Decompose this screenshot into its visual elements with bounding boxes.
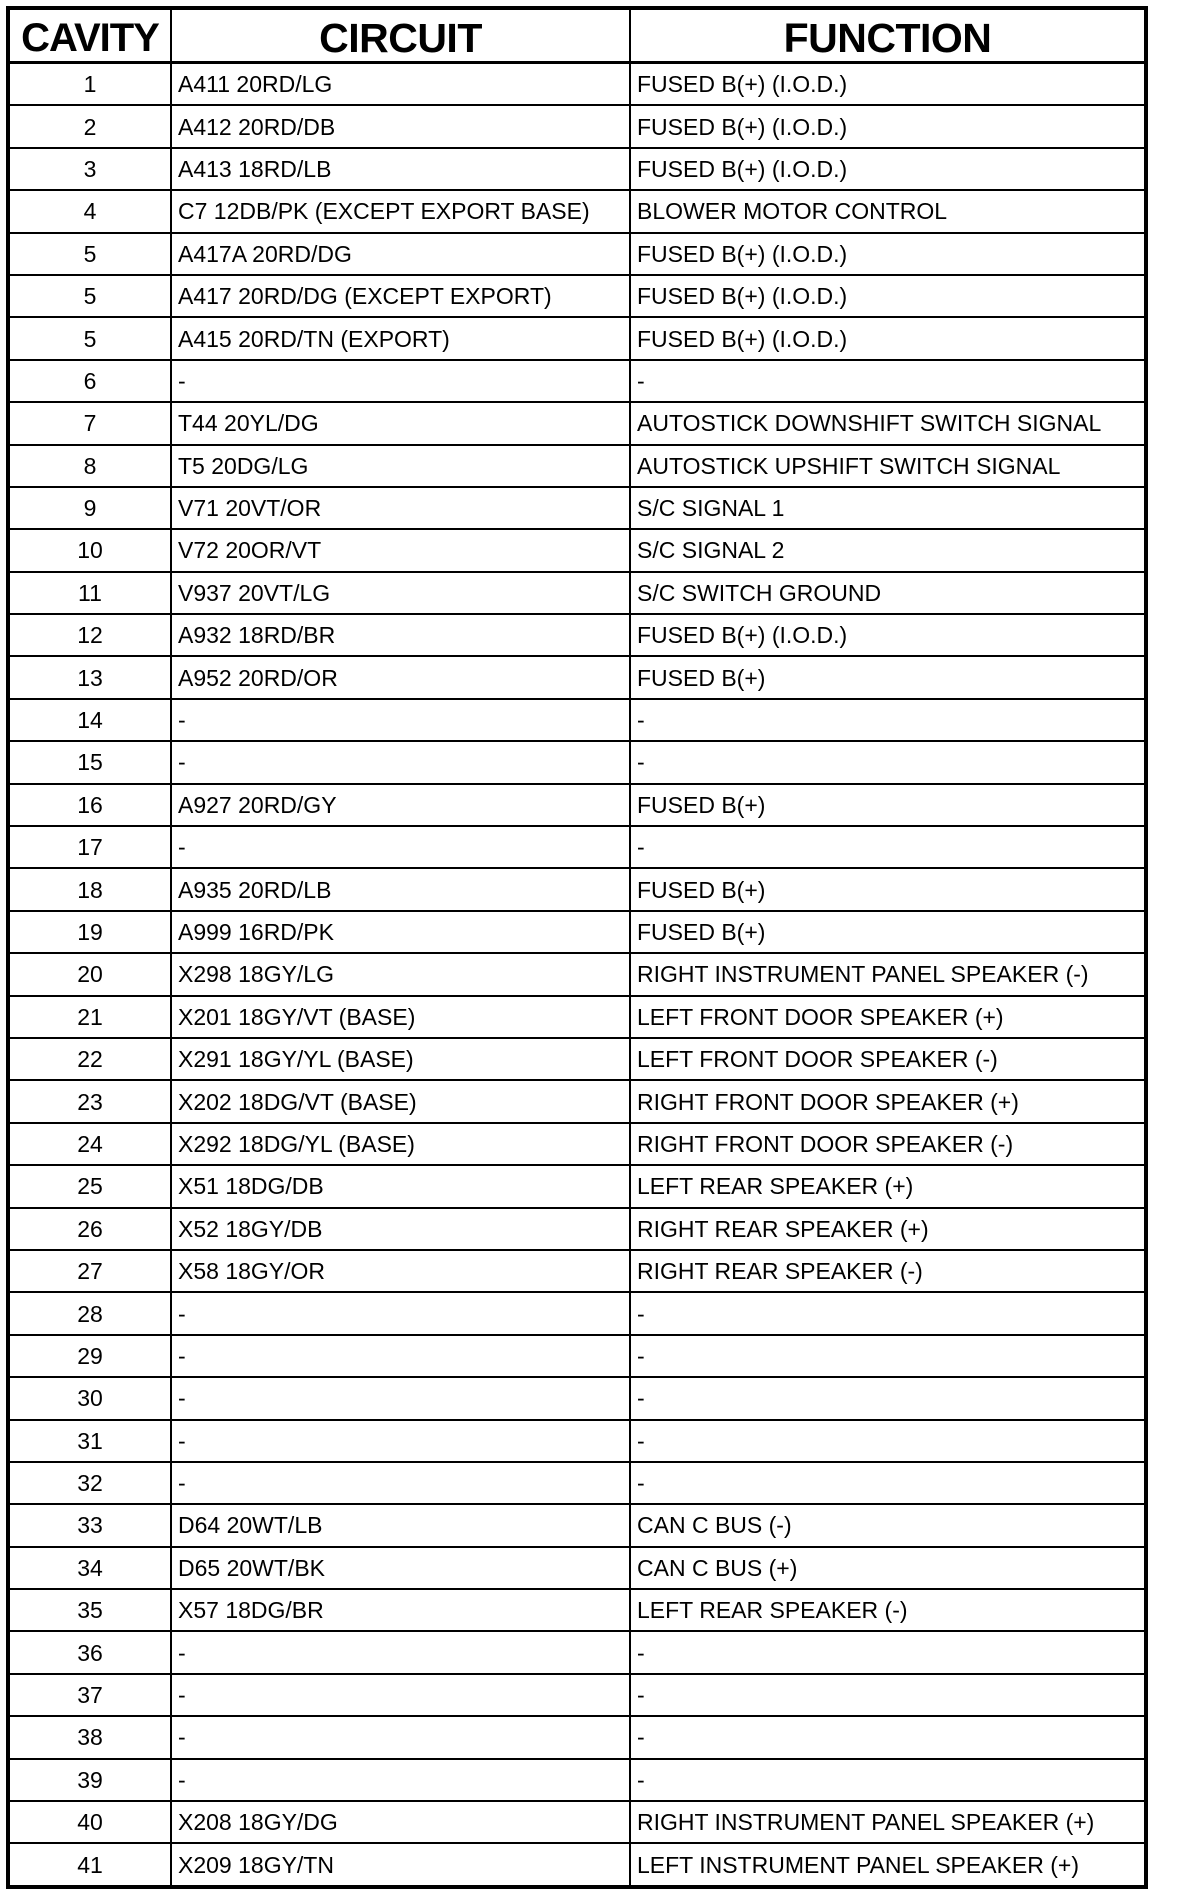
function-cell: - <box>630 1462 1146 1504</box>
circuit-cell: A413 18RD/LB <box>171 148 630 190</box>
table-row <box>8 105 1146 147</box>
function-cell: - <box>630 741 1146 783</box>
header-row <box>8 8 1146 63</box>
function-cell: S/C SIGNAL 1 <box>630 487 1146 529</box>
circuit-cell: - <box>171 1716 630 1758</box>
table-row <box>8 190 1146 232</box>
circuit-cell: X298 18GY/LG <box>171 953 630 995</box>
cavity-cell: 21 <box>8 996 171 1038</box>
circuit-cell: - <box>171 1420 630 1462</box>
cavity-cell: 34 <box>8 1547 171 1589</box>
table-row <box>8 996 1146 1038</box>
circuit-cell: V72 20OR/VT <box>171 529 630 571</box>
cavity-cell: 37 <box>8 1674 171 1716</box>
function-cell: AUTOSTICK DOWNSHIFT SWITCH SIGNAL <box>630 402 1146 444</box>
table-header <box>8 8 1146 63</box>
function-cell: LEFT INSTRUMENT PANEL SPEAKER (+) <box>630 1843 1146 1886</box>
function-cell: S/C SWITCH GROUND <box>630 572 1146 614</box>
table-row <box>8 487 1146 529</box>
function-cell: FUSED B(+) (I.O.D.) <box>630 614 1146 656</box>
function-cell: FUSED B(+) (I.O.D.) <box>630 275 1146 317</box>
cavity-cell: 5 <box>8 233 171 275</box>
circuit-cell: - <box>171 1759 630 1801</box>
cavity-cell: 24 <box>8 1123 171 1165</box>
cavity-cell: 39 <box>8 1759 171 1801</box>
circuit-cell: X209 18GY/TN <box>171 1843 630 1886</box>
cavity-cell: 15 <box>8 741 171 783</box>
circuit-cell: - <box>171 1335 630 1377</box>
table-row <box>8 911 1146 953</box>
cavity-cell: 28 <box>8 1292 171 1334</box>
table-body <box>8 63 1146 1887</box>
function-cell: - <box>630 1292 1146 1334</box>
circuit-cell: A935 20RD/LB <box>171 868 630 910</box>
cavity-cell: 12 <box>8 614 171 656</box>
function-cell: CAN C BUS (+) <box>630 1547 1146 1589</box>
function-cell: - <box>630 360 1146 402</box>
table-row <box>8 317 1146 359</box>
circuit-cell: C7 12DB/PK (EXCEPT EXPORT BASE) <box>171 190 630 232</box>
table-row <box>8 275 1146 317</box>
cavity-cell: 3 <box>8 148 171 190</box>
cavity-cell: 25 <box>8 1165 171 1207</box>
table-row <box>8 1462 1146 1504</box>
cavity-cell: 2 <box>8 105 171 147</box>
function-cell: FUSED B(+) (I.O.D.) <box>630 317 1146 359</box>
circuit-cell: - <box>171 741 630 783</box>
function-cell: RIGHT INSTRUMENT PANEL SPEAKER (-) <box>630 953 1146 995</box>
circuit-cell: V71 20VT/OR <box>171 487 630 529</box>
circuit-cell: - <box>171 360 630 402</box>
function-cell: - <box>630 826 1146 868</box>
circuit-cell: D65 20WT/BK <box>171 1547 630 1589</box>
function-cell: FUSED B(+) (I.O.D.) <box>630 233 1146 275</box>
table-row <box>8 826 1146 868</box>
circuit-cell: X52 18GY/DB <box>171 1208 630 1250</box>
cavity-cell: 33 <box>8 1504 171 1546</box>
cavity-cell: 36 <box>8 1631 171 1673</box>
table-row <box>8 868 1146 910</box>
cavity-cell: 41 <box>8 1843 171 1886</box>
table-row <box>8 1631 1146 1673</box>
circuit-cell: X292 18DG/YL (BASE) <box>171 1123 630 1165</box>
circuit-cell: - <box>171 826 630 868</box>
table-row <box>8 360 1146 402</box>
table-row <box>8 1165 1146 1207</box>
table-row <box>8 1335 1146 1377</box>
table-row <box>8 656 1146 698</box>
table-row <box>8 1801 1146 1843</box>
table-row <box>8 1377 1146 1419</box>
cavity-cell: 17 <box>8 826 171 868</box>
function-cell: LEFT FRONT DOOR SPEAKER (+) <box>630 996 1146 1038</box>
circuit-cell: A932 18RD/BR <box>171 614 630 656</box>
function-cell: FUSED B(+) (I.O.D.) <box>630 105 1146 147</box>
circuit-cell: A417 20RD/DG (EXCEPT EXPORT) <box>171 275 630 317</box>
circuit-cell: V937 20VT/LG <box>171 572 630 614</box>
table-row <box>8 699 1146 741</box>
table-row <box>8 741 1146 783</box>
function-cell: - <box>630 699 1146 741</box>
function-cell: RIGHT INSTRUMENT PANEL SPEAKER (+) <box>630 1801 1146 1843</box>
function-cell: AUTOSTICK UPSHIFT SWITCH SIGNAL <box>630 445 1146 487</box>
circuit-cell: - <box>171 1631 630 1673</box>
function-cell: FUSED B(+) <box>630 911 1146 953</box>
circuit-cell: X291 18GY/YL (BASE) <box>171 1038 630 1080</box>
function-cell: - <box>630 1759 1146 1801</box>
cavity-cell: 19 <box>8 911 171 953</box>
table-row <box>8 1504 1146 1546</box>
circuit-cell: X58 18GY/OR <box>171 1250 630 1292</box>
circuit-cell: A999 16RD/PK <box>171 911 630 953</box>
function-cell: RIGHT REAR SPEAKER (+) <box>630 1208 1146 1250</box>
function-cell: - <box>630 1420 1146 1462</box>
function-cell: - <box>630 1377 1146 1419</box>
circuit-cell: A952 20RD/OR <box>171 656 630 698</box>
cavity-cell: 11 <box>8 572 171 614</box>
table-row <box>8 1716 1146 1758</box>
circuit-cell: A412 20RD/DB <box>171 105 630 147</box>
function-cell: FUSED B(+) <box>630 784 1146 826</box>
function-cell: LEFT REAR SPEAKER (-) <box>630 1589 1146 1631</box>
cavity-cell: 31 <box>8 1420 171 1462</box>
circuit-cell: X57 18DG/BR <box>171 1589 630 1631</box>
table-row <box>8 572 1146 614</box>
table-row <box>8 402 1146 444</box>
table-row <box>8 1250 1146 1292</box>
cavity-cell: 1 <box>8 63 171 106</box>
table-row <box>8 445 1146 487</box>
function-column-header: FUNCTION <box>630 8 1146 63</box>
circuit-cell: A415 20RD/TN (EXPORT) <box>171 317 630 359</box>
cavity-cell: 18 <box>8 868 171 910</box>
cavity-cell: 30 <box>8 1377 171 1419</box>
cavity-cell: 22 <box>8 1038 171 1080</box>
table-row <box>8 1759 1146 1801</box>
function-cell: - <box>630 1631 1146 1673</box>
table-row <box>8 784 1146 826</box>
cavity-cell: 6 <box>8 360 171 402</box>
circuit-cell: - <box>171 1292 630 1334</box>
circuit-cell: T5 20DG/LG <box>171 445 630 487</box>
function-cell: - <box>630 1335 1146 1377</box>
circuit-cell: A411 20RD/LG <box>171 63 630 106</box>
table-row <box>8 1208 1146 1250</box>
circuit-cell: X202 18DG/VT (BASE) <box>171 1080 630 1122</box>
function-cell: LEFT REAR SPEAKER (+) <box>630 1165 1146 1207</box>
circuit-cell: X208 18GY/DG <box>171 1801 630 1843</box>
circuit-cell: A927 20RD/GY <box>171 784 630 826</box>
function-cell: FUSED B(+) <box>630 656 1146 698</box>
function-cell: S/C SIGNAL 2 <box>630 529 1146 571</box>
circuit-cell: - <box>171 1674 630 1716</box>
table-row <box>8 953 1146 995</box>
connector-pinout-table <box>6 6 1148 1889</box>
table-row <box>8 1843 1146 1886</box>
cavity-cell: 5 <box>8 275 171 317</box>
cavity-cell: 13 <box>8 656 171 698</box>
cavity-cell: 5 <box>8 317 171 359</box>
table-row <box>8 1674 1146 1716</box>
cavity-cell: 7 <box>8 402 171 444</box>
cavity-cell: 10 <box>8 529 171 571</box>
table-row <box>8 148 1146 190</box>
cavity-cell: 8 <box>8 445 171 487</box>
cavity-cell: 23 <box>8 1080 171 1122</box>
circuit-cell: X201 18GY/VT (BASE) <box>171 996 630 1038</box>
circuit-cell: - <box>171 699 630 741</box>
cavity-cell: 16 <box>8 784 171 826</box>
table-row <box>8 63 1146 106</box>
cavity-cell: 26 <box>8 1208 171 1250</box>
table-row <box>8 1420 1146 1462</box>
cavity-cell: 32 <box>8 1462 171 1504</box>
function-cell: FUSED B(+) <box>630 868 1146 910</box>
cavity-column-header: CAVITY <box>8 8 171 63</box>
function-cell: - <box>630 1716 1146 1758</box>
table-row <box>8 1589 1146 1631</box>
cavity-cell: 40 <box>8 1801 171 1843</box>
circuit-cell: - <box>171 1462 630 1504</box>
cavity-cell: 14 <box>8 699 171 741</box>
table-row <box>8 1038 1146 1080</box>
function-cell: RIGHT REAR SPEAKER (-) <box>630 1250 1146 1292</box>
table-row <box>8 1123 1146 1165</box>
cavity-cell: 20 <box>8 953 171 995</box>
circuit-cell: X51 18DG/DB <box>171 1165 630 1207</box>
cavity-cell: 4 <box>8 190 171 232</box>
function-cell: CAN C BUS (-) <box>630 1504 1146 1546</box>
cavity-cell: 27 <box>8 1250 171 1292</box>
table-row <box>8 614 1146 656</box>
cavity-cell: 9 <box>8 487 171 529</box>
table-row <box>8 1292 1146 1334</box>
circuit-cell: A417A 20RD/DG <box>171 233 630 275</box>
table-row <box>8 529 1146 571</box>
function-cell: FUSED B(+) (I.O.D.) <box>630 63 1146 106</box>
cavity-cell: 35 <box>8 1589 171 1631</box>
function-cell: RIGHT FRONT DOOR SPEAKER (-) <box>630 1123 1146 1165</box>
table-row <box>8 1080 1146 1122</box>
circuit-cell: T44 20YL/DG <box>171 402 630 444</box>
function-cell: - <box>630 1674 1146 1716</box>
table-row <box>8 233 1146 275</box>
cavity-cell: 38 <box>8 1716 171 1758</box>
function-cell: RIGHT FRONT DOOR SPEAKER (+) <box>630 1080 1146 1122</box>
circuit-cell: D64 20WT/LB <box>171 1504 630 1546</box>
circuit-column-header: CIRCUIT <box>171 8 630 63</box>
cavity-cell: 29 <box>8 1335 171 1377</box>
circuit-cell: - <box>171 1377 630 1419</box>
function-cell: FUSED B(+) (I.O.D.) <box>630 148 1146 190</box>
function-cell: BLOWER MOTOR CONTROL <box>630 190 1146 232</box>
table-row <box>8 1547 1146 1589</box>
function-cell: LEFT FRONT DOOR SPEAKER (-) <box>630 1038 1146 1080</box>
